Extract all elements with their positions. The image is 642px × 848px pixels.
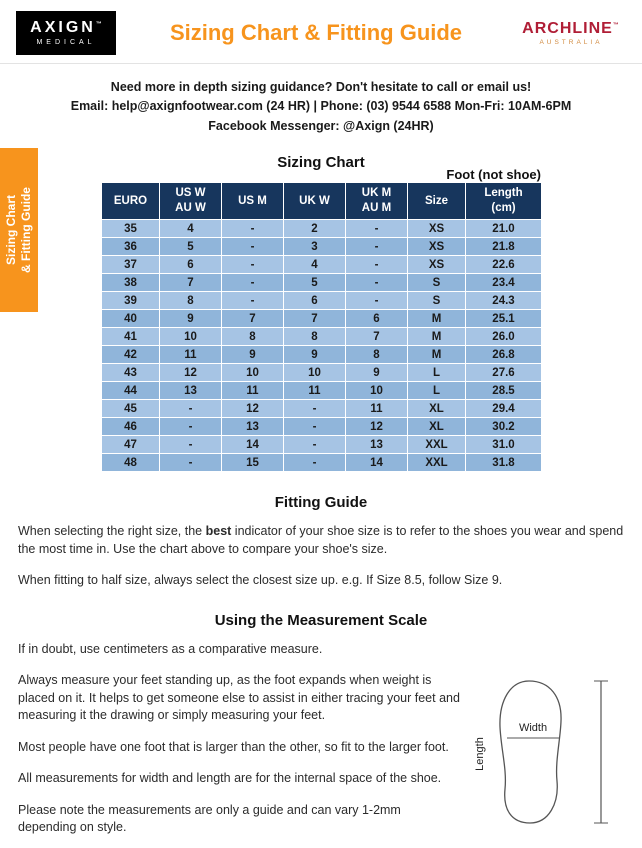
cell-us_w: 5 [160, 238, 222, 256]
axign-logo-name [30, 19, 102, 37]
cell-uk_m: - [346, 274, 408, 292]
cell-euro: 45 [102, 400, 160, 418]
cell-euro: 37 [102, 256, 160, 274]
cell-us_m: - [222, 292, 284, 310]
contact-line-3: Facebook Messenger: @Axign (24HR) [208, 118, 434, 133]
cell-us_w: 8 [160, 292, 222, 310]
table-row [102, 274, 542, 292]
sidebar-tab [0, 148, 38, 312]
cell-us_m: 14 [222, 436, 284, 454]
axign-name-text: AXIGN [30, 19, 96, 36]
cell-us_m: - [222, 220, 284, 238]
cell-us_m: 12 [222, 400, 284, 418]
cell-uk_w: 8 [284, 328, 346, 346]
header [0, 0, 642, 64]
measurement-section [18, 641, 624, 848]
archline-name-text: ARCHLINE [522, 19, 613, 37]
cell-size: M [408, 310, 466, 328]
table-row [102, 400, 542, 418]
fitting-guide-para-1 [18, 523, 624, 558]
cell-uk_m: - [346, 238, 408, 256]
measurement-para-3: Most people have one foot that is larger than the other, so fit to the larger foot. [18, 739, 449, 754]
cell-length: 26.0 [466, 328, 542, 346]
cell-uk_m: - [346, 256, 408, 274]
table-row [102, 328, 542, 346]
table-row [102, 220, 542, 238]
column-header-length: Length (cm) [466, 183, 542, 220]
table-row [102, 238, 542, 256]
cell-uk_m: - [346, 220, 408, 238]
column-header-us_w: US W AU W [160, 183, 222, 220]
cell-us_w: 4 [160, 220, 222, 238]
sizing-chart-title: Sizing Chart [277, 154, 365, 172]
sizing-table [101, 182, 542, 472]
cell-us_w: - [160, 418, 222, 436]
cell-us_m: 9 [222, 346, 284, 364]
foot-not-shoe-note: Foot (not shoe) [446, 167, 541, 183]
cell-length: 29.4 [466, 400, 542, 418]
cell-uk_w: 3 [284, 238, 346, 256]
cell-uk_w: 11 [284, 382, 346, 400]
cell-us_m: 8 [222, 328, 284, 346]
cell-uk_w: 2 [284, 220, 346, 238]
cell-us_m: - [222, 256, 284, 274]
cell-uk_w: 5 [284, 274, 346, 292]
cell-length: 26.8 [466, 346, 542, 364]
foot-outline-path [500, 681, 561, 823]
foot-diagram [474, 676, 624, 833]
cell-size: XL [408, 400, 466, 418]
cell-us_w: 11 [160, 346, 222, 364]
column-header-uk_w: UK W [284, 183, 346, 220]
cell-euro: 39 [102, 292, 160, 310]
cell-euro: 36 [102, 238, 160, 256]
cell-length: 23.4 [466, 274, 542, 292]
contact-line-1: Need more in depth sizing guidance? Don't hesitate to call or email us! [110, 80, 532, 94]
cell-us_w: 9 [160, 310, 222, 328]
measurement-para-5: Please note the measurements are only a guide and can vary 1-2mm depending on style. [18, 802, 401, 835]
sizing-chart-section [101, 152, 541, 472]
sidebar-tab-line1: Sizing Chart [4, 195, 18, 266]
cell-euro: 47 [102, 436, 160, 454]
cell-uk_m: 14 [346, 454, 408, 472]
cell-size: M [408, 328, 466, 346]
measurement-para-2: Always measure your feet standing up, as the foot expands when weight is placed on it. It helps to get someone else to assist in either tracing your feet and measuring it the drawing or simply measuring your feet. [18, 673, 460, 723]
cell-length: 21.0 [466, 220, 542, 238]
cell-euro: 40 [102, 310, 160, 328]
cell-size: L [408, 382, 466, 400]
cell-euro: 35 [102, 220, 160, 238]
cell-size: L [408, 364, 466, 382]
cell-length: 27.6 [466, 364, 542, 382]
table-row [102, 256, 542, 274]
column-header-uk_m: UK M AU M [346, 183, 408, 220]
table-row [102, 364, 542, 382]
table-row [102, 346, 542, 364]
cell-length: 25.1 [466, 310, 542, 328]
width-label: Width [518, 722, 548, 735]
cell-us_w: - [160, 454, 222, 472]
measurement-heading: Using the Measurement Scale [214, 611, 428, 629]
archline-logo-name [516, 20, 626, 38]
cell-uk_w: 4 [284, 256, 346, 274]
cell-uk_w: - [284, 418, 346, 436]
axign-tm: ™ [95, 21, 102, 28]
column-header-us_m: US M [222, 183, 284, 220]
cell-size: XL [408, 418, 466, 436]
length-label: Length [474, 737, 486, 771]
contact-line-2: Email: help@axignfootwear.com (24 HR) | Phone: (03) 9544 6588 Mon-Fri: 10AM-6PM [70, 99, 572, 114]
cell-us_m: 13 [222, 418, 284, 436]
axign-logo-sub: MEDICAL [36, 39, 96, 46]
cell-us_w: 10 [160, 328, 222, 346]
cell-uk_m: 6 [346, 310, 408, 328]
cell-size: XXL [408, 436, 466, 454]
sizing-table-head [102, 183, 542, 220]
cell-euro: 44 [102, 382, 160, 400]
cell-euro: 41 [102, 328, 160, 346]
column-header-size: Size [408, 183, 466, 220]
cell-us_w: 13 [160, 382, 222, 400]
table-row [102, 418, 542, 436]
sizing-table-body [102, 220, 542, 472]
cell-uk_w: - [284, 400, 346, 418]
cell-uk_m: 9 [346, 364, 408, 382]
cell-us_w: - [160, 436, 222, 454]
archline-tm: ™ [612, 22, 620, 29]
cell-length: 22.6 [466, 256, 542, 274]
cell-uk_m: 7 [346, 328, 408, 346]
cell-us_w: 6 [160, 256, 222, 274]
page-title: Sizing Chart & Fitting Guide [169, 19, 463, 45]
cell-size: XS [408, 238, 466, 256]
cell-us_m: 15 [222, 454, 284, 472]
cell-size: S [408, 274, 466, 292]
fitting-para1-pre: When selecting the right size, the [18, 524, 206, 539]
cell-uk_m: 13 [346, 436, 408, 454]
cell-us_m: - [222, 238, 284, 256]
fitting-para1-post: indicator of your shoe size is to refer to the shoes you wear and spend the most time in. Use the chart above to compare your shoe's size. [18, 524, 624, 556]
cell-euro: 38 [102, 274, 160, 292]
fitting-para1-bold: best [205, 524, 232, 539]
cell-euro: 43 [102, 364, 160, 382]
table-row [102, 310, 542, 328]
cell-length: 30.2 [466, 418, 542, 436]
cell-us_w: 7 [160, 274, 222, 292]
cell-size: XXL [408, 454, 466, 472]
cell-size: S [408, 292, 466, 310]
cell-us_m: - [222, 274, 284, 292]
fitting-guide-heading: Fitting Guide [274, 494, 368, 512]
cell-uk_m: 10 [346, 382, 408, 400]
foot-outline-illustration [474, 676, 624, 828]
table-row [102, 382, 542, 400]
cell-uk_w: 9 [284, 346, 346, 364]
cell-uk_w: 6 [284, 292, 346, 310]
cell-length: 31.0 [466, 436, 542, 454]
cell-size: XS [408, 220, 466, 238]
column-header-euro: EURO [102, 183, 160, 220]
measurement-para-4: All measurements for width and length are for the internal space of the shoe. [18, 771, 442, 786]
contact-block [0, 78, 642, 136]
sidebar-tab-line2: & Fitting Guide [19, 187, 33, 273]
cell-us_w: 12 [160, 364, 222, 382]
cell-length: 24.3 [466, 292, 542, 310]
cell-size: M [408, 346, 466, 364]
table-row [102, 454, 542, 472]
cell-uk_m: 12 [346, 418, 408, 436]
cell-uk_w: - [284, 436, 346, 454]
cell-uk_m: - [346, 292, 408, 310]
cell-us_m: 7 [222, 310, 284, 328]
cell-length: 21.8 [466, 238, 542, 256]
sizing-chart-header [101, 152, 541, 182]
cell-us_m: 11 [222, 382, 284, 400]
cell-us_w: - [160, 400, 222, 418]
cell-uk_w: 7 [284, 310, 346, 328]
cell-euro: 46 [102, 418, 160, 436]
cell-length: 28.5 [466, 382, 542, 400]
archline-logo-sub: AUSTRALIA [539, 38, 603, 46]
cell-size: XS [408, 256, 466, 274]
cell-length: 31.8 [466, 454, 542, 472]
cell-us_m: 10 [222, 364, 284, 382]
table-row [102, 292, 542, 310]
axign-logo [16, 11, 116, 55]
cell-uk_m: 11 [346, 400, 408, 418]
cell-uk_m: 8 [346, 346, 408, 364]
archline-logo [516, 20, 626, 46]
sidebar-tab-label [0, 148, 38, 312]
table-row [102, 436, 542, 454]
measurement-para-1: If in doubt, use centimeters as a comparative measure. [18, 641, 323, 656]
cell-euro: 42 [102, 346, 160, 364]
fitting-guide-para-2: When fitting to half size, always select the closest size up. e.g. If Size 8.5, follow Size 9. [18, 573, 503, 588]
cell-uk_w: 10 [284, 364, 346, 382]
cell-uk_w: - [284, 454, 346, 472]
cell-euro: 48 [102, 454, 160, 472]
